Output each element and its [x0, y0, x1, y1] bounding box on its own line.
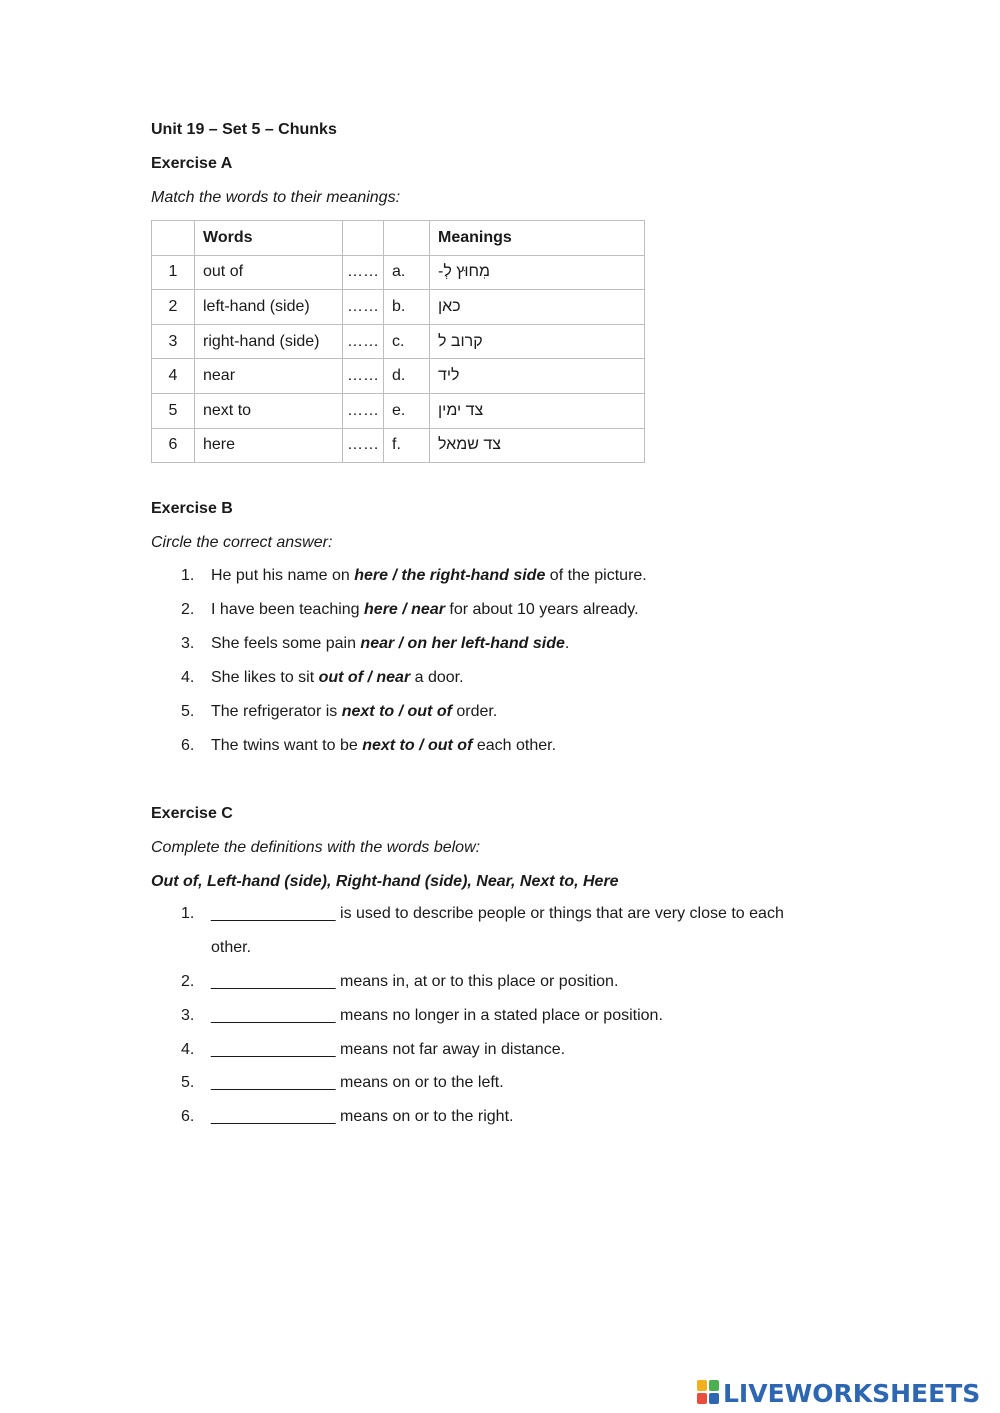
definition-continuation: other. — [211, 939, 252, 956]
row-letter: a. — [384, 255, 430, 290]
list-item — [211, 1074, 504, 1092]
exercise-c-title: Exercise C — [151, 805, 233, 822]
table-header-row — [152, 221, 645, 256]
sentence-start: He put his name on — [211, 567, 355, 584]
list-item — [211, 703, 497, 721]
header-dots-cell — [343, 221, 384, 256]
sentence-end: a door. — [410, 669, 464, 686]
table-row — [152, 324, 645, 359]
row-letter: f. — [384, 428, 430, 463]
sentence-start: She feels some pain — [211, 635, 361, 652]
hebrew-meaning: כאן — [438, 297, 461, 315]
table-row — [152, 359, 645, 394]
list-item-number: 2. — [181, 973, 195, 990]
exercise-b-title: Exercise B — [151, 500, 233, 517]
list-item — [211, 737, 556, 755]
sentence-start: The refrigerator is — [211, 703, 342, 720]
list-item — [211, 905, 784, 923]
row-letter: e. — [384, 393, 430, 428]
list-item-number: 1. — [181, 567, 195, 584]
hebrew-meaning: צד ימין — [438, 401, 484, 419]
exercise-b-instruction: Circle the correct answer: — [151, 534, 333, 551]
exercise-a-instruction: Match the words to their meanings: — [151, 189, 401, 206]
header-letter-cell — [384, 221, 430, 256]
sentence-end: each other. — [472, 737, 557, 754]
list-item-number: 6. — [181, 1108, 195, 1125]
row-number: 1 — [152, 255, 195, 290]
answer-blank[interactable]: …… — [343, 428, 384, 463]
list-item — [211, 1007, 663, 1025]
list-item-number: 4. — [181, 1041, 195, 1058]
sentence-end: order. — [451, 703, 498, 720]
row-word: next to — [195, 393, 343, 428]
row-number: 3 — [152, 324, 195, 359]
list-item — [211, 601, 639, 619]
definition-text: means no longer in a stated place or position. — [335, 1007, 663, 1024]
row-word: left-hand (side) — [195, 290, 343, 325]
row-meaning — [430, 324, 645, 359]
list-item — [211, 669, 464, 687]
hebrew-meaning: קרוב ל — [438, 332, 483, 350]
sentence-end: of the picture. — [545, 567, 647, 584]
answer-choice[interactable]: here / near — [364, 601, 445, 618]
row-word: near — [195, 359, 343, 394]
row-meaning — [430, 393, 645, 428]
list-item — [211, 567, 647, 585]
definition-text: means on or to the right. — [335, 1108, 514, 1125]
row-meaning — [430, 255, 645, 290]
answer-blank[interactable]: …… — [343, 290, 384, 325]
list-item-number: 5. — [181, 703, 195, 720]
list-item-number: 6. — [181, 737, 195, 754]
list-item-number: 3. — [181, 635, 195, 652]
word-bank: Out of, Left-hand (side), Right-hand (side), Near, Next to, Here — [151, 873, 619, 890]
hebrew-meaning: ליד — [438, 367, 460, 385]
table-row — [152, 290, 645, 325]
row-word: here — [195, 428, 343, 463]
answer-blank[interactable]: …… — [343, 393, 384, 428]
list-item-number: 3. — [181, 1007, 195, 1024]
list-item-number: 4. — [181, 669, 195, 686]
row-meaning — [430, 359, 645, 394]
matching-table — [151, 220, 645, 463]
answer-choice[interactable]: out of / near — [318, 669, 411, 686]
list-item — [211, 1041, 565, 1059]
fill-blank[interactable]: ______________ — [211, 1108, 336, 1125]
sentence-start: She likes to sit — [211, 669, 319, 686]
row-word: right-hand (side) — [195, 324, 343, 359]
row-meaning — [430, 428, 645, 463]
hebrew-meaning: מִחוּץ לְ- — [438, 263, 490, 281]
table-row — [152, 393, 645, 428]
fill-blank[interactable]: ______________ — [211, 973, 336, 990]
row-letter: c. — [384, 324, 430, 359]
answer-choice[interactable]: next to / out of — [341, 703, 452, 720]
answer-blank[interactable]: …… — [343, 255, 384, 290]
fill-blank[interactable]: ______________ — [211, 1007, 336, 1024]
row-letter: d. — [384, 359, 430, 394]
row-number: 6 — [152, 428, 195, 463]
liveworksheets-logo — [697, 1377, 980, 1409]
row-number: 2 — [152, 290, 195, 325]
definition-text: means in, at or to this place or position. — [335, 973, 619, 990]
list-item-number: 2. — [181, 601, 195, 618]
row-letter: b. — [384, 290, 430, 325]
hebrew-meaning: צד שמאל — [438, 436, 501, 454]
page-title: Unit 19 – Set 5 – Chunks — [151, 121, 337, 138]
definition-text: means on or to the left. — [335, 1074, 504, 1091]
answer-choice[interactable]: near / on her left-hand side — [360, 635, 565, 652]
definition-text: is used to describe people or things that are very close to each — [335, 905, 784, 922]
header-meanings: Meanings — [430, 221, 645, 256]
answer-blank[interactable]: …… — [343, 324, 384, 359]
fill-blank[interactable]: ______________ — [211, 905, 336, 922]
table-row — [152, 428, 645, 463]
header-num-cell — [152, 221, 195, 256]
list-item — [211, 635, 569, 653]
table-row — [152, 255, 645, 290]
sentence-start: I have been teaching — [211, 601, 365, 618]
list-item-number: 5. — [181, 1074, 195, 1091]
row-word: out of — [195, 255, 343, 290]
sentence-end: for about 10 years already. — [444, 601, 639, 618]
exercise-c-instruction: Complete the definitions with the words below: — [151, 839, 481, 856]
row-number: 5 — [152, 393, 195, 428]
answer-choice[interactable]: here / the right-hand side — [354, 567, 546, 584]
brand-name: LIVEWORKSHEETS — [723, 1378, 981, 1408]
list-item-number: 1. — [181, 905, 195, 922]
list-item — [211, 1108, 513, 1126]
exercise-a-title: Exercise A — [151, 155, 233, 172]
sentence-end: . — [564, 635, 570, 652]
logo-blocks-icon — [697, 1380, 721, 1406]
list-item — [211, 973, 618, 991]
answer-blank[interactable]: …… — [343, 359, 384, 394]
row-number: 4 — [152, 359, 195, 394]
fill-blank[interactable]: ______________ — [211, 1041, 336, 1058]
row-meaning — [430, 290, 645, 325]
sentence-start: The twins want to be — [211, 737, 363, 754]
definition-text: means not far away in distance. — [335, 1041, 566, 1058]
fill-blank[interactable]: ______________ — [211, 1074, 336, 1091]
header-words: Words — [195, 221, 343, 256]
answer-choice[interactable]: next to / out of — [362, 737, 473, 754]
